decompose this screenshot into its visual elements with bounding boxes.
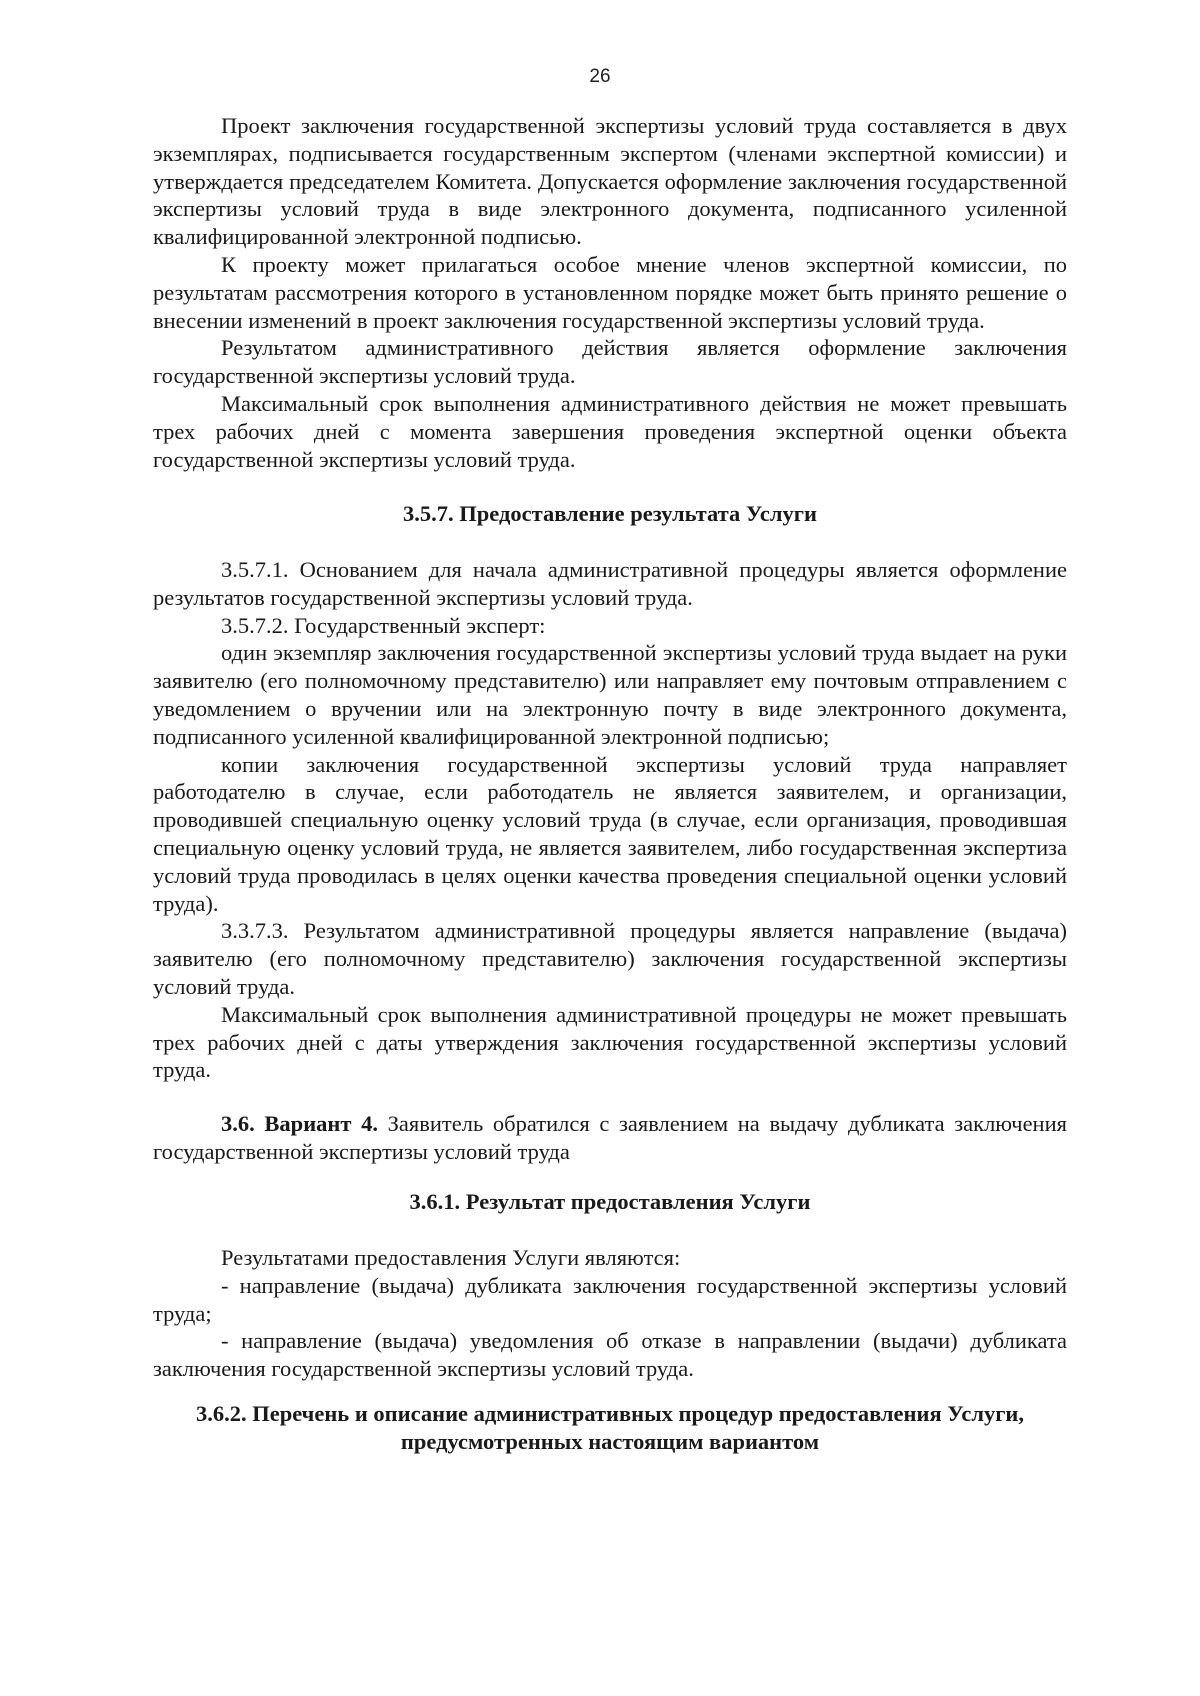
variant-4-text: Заявитель обратился с заявлением на выдачу дубликата заключения государственной экспертизы условий труда [153,1111,1067,1164]
paragraph: один экземпляр заключения государственной экспертизы условий труда выдает на руки заявителю (его полномочному представителю) или направляет ему почтовым отправлением с уведомлением о вручении или на электронную почту в виде электронного документа, подписанного усиленной квалифицированной электронной подписью; [153,640,1067,749]
variant-4-paragraph [153,1110,1067,1166]
paragraph-group-results [153,1244,1067,1383]
paragraph-group-expert-conclusion [153,112,1067,473]
variant-4-label: 3.6. Вариант 4. [221,1111,378,1136]
paragraph: Максимальный срок выполнения административной процедуры не может превышать трех рабочих дней с даты утверждения заключения государственной экспертизы условий труда. [153,1001,1067,1083]
paragraph: Проект заключения государственной экспертизы условий труда составляется в двух экземплярах, подписывается государственным экспертом (членами экспертной комиссии) и утверждается председателем Комитета. Допускается оформление заключения государственной экспертизы условий труда в виде электронного документа, подписанного усиленной квалифицированной электронной подписью. [153,113,1067,250]
paragraph: 3.5.7.2. Государственный эксперт: [221,612,546,638]
paragraph: 3.5.7.1. Основанием для начала административной процедуры является оформление результатов государственной экспертизы условий труда. [153,557,1067,610]
paragraph: Результатами предоставления Услуги являются: [221,1245,681,1270]
paragraph: Максимальный срок выполнения административного действия не может превышать трех рабочих дней с момента завершения проведения экспертной оценки объекта государственной экспертизы условий труда. [153,390,1067,472]
paragraph [153,1110,1067,1166]
paragraph: копии заключения государственной экспертизы условий труда направляет работодателю в случае, если работодатель не является заявителем, и организации, проводившей специальную оценку условий труда (в случае, если организация, проводившая специальную оценку условий труда, не является заявителем, либо государственная экспертиза условий труда проводилась в целях оценки качества проведения специальной оценки условий труда). [153,751,1067,916]
section-heading-3-6-2 [153,1400,1067,1456]
paragraph: Результатом административного действия является оформление заключения государственной экспертизы условий труда. [153,335,1067,389]
page-number: 26 [589,66,611,87]
heading-line: предусмотренных настоящим вариантом [400,1428,820,1454]
list-item: - направление (выдача) дубликата заключения государственной экспертизы условий труда; [153,1272,1067,1326]
section-heading-3-6-1: 3.6.1. Результат предоставления Услуги [409,1189,811,1214]
section-heading-3-5-7: 3.5.7. Предоставление результата Услуги [403,501,817,526]
paragraph: К проекту может прилагаться особое мнение членов экспертной комиссии, по результатам рассмотрения которого в установленном порядке может быть принято решение о внесении изменений в проект заключения государственной экспертизы условий труда. [153,251,1067,333]
paragraph: 3.3.7.3. Результатом административной процедуры является направление (выдача) заявителю (его полномочному представителю) заключения государственной экспертизы условий труда. [153,918,1067,999]
paragraph-group-result-provision [153,556,1067,1084]
list-item: - направление (выдача) уведомления об отказе в направлении (выдачи) дубликата заключения государственной экспертизы условий труда. [153,1328,1067,1382]
heading-line: 3.6.2. Перечень и описание административных процедур предоставления Услуги, [195,1401,1025,1426]
